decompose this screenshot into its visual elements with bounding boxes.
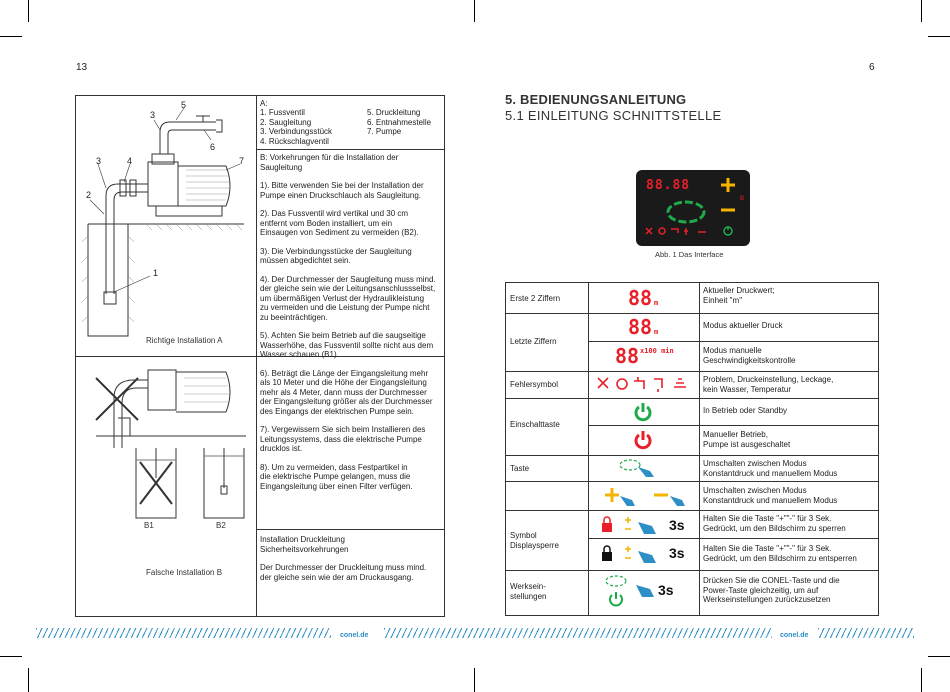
row-label: Werksein- stellungen bbox=[510, 582, 547, 601]
table-divider bbox=[506, 313, 878, 314]
legend-item: 1. Fussventil bbox=[260, 108, 305, 117]
crop-mark bbox=[0, 656, 22, 657]
lock-icon-black bbox=[600, 543, 660, 565]
table-divider bbox=[506, 398, 878, 399]
control-panel-figure bbox=[636, 170, 750, 246]
unit-3s: 3s bbox=[658, 582, 674, 598]
row-description: Umschalten zwischen Modus Konstantdruck und manuellem Modus bbox=[703, 486, 838, 505]
crop-mark bbox=[28, 0, 29, 22]
caption-b2: B2 bbox=[216, 521, 226, 530]
crop-mark bbox=[928, 36, 950, 37]
row-description: Halten Sie die Taste "+""-" für 3 Sek. Gedrückt, um den Bildschirm zu entsperren bbox=[703, 544, 857, 563]
footer-hatch bbox=[36, 628, 331, 638]
row-label: Fehlersymbol bbox=[510, 380, 559, 389]
legend-item: 6. Entnahmestelle bbox=[367, 117, 432, 127]
crop-mark bbox=[921, 668, 922, 692]
diagram-label: 6 bbox=[210, 142, 216, 152]
panel-icons bbox=[636, 170, 750, 246]
error-icons bbox=[592, 373, 696, 395]
lock-icon-red bbox=[600, 514, 660, 536]
unit-m: m bbox=[654, 299, 659, 307]
row-label: Taste bbox=[510, 464, 530, 473]
table-divider bbox=[588, 538, 878, 539]
unit-3s: 3s bbox=[669, 545, 685, 561]
legend-item: 7. Pumpe bbox=[367, 127, 402, 136]
legend-item: 4. Rückschlagventil bbox=[260, 136, 329, 146]
table-divider bbox=[506, 510, 878, 511]
correct-installation-diagram bbox=[76, 96, 256, 356]
row-description: Aktueller Druckwert; Einheit "m" bbox=[703, 286, 775, 305]
footer-hatch bbox=[818, 628, 914, 638]
diagram-label: 5 bbox=[181, 100, 187, 110]
row-description: Drücken Sie die CONEL-Taste und die Power-Taste gleichzeitig, um auf Werkseinstellungen zurückzusetzen bbox=[703, 576, 840, 604]
row-description: Halten Sie die Taste "+""-" für 3 Sek. Gedrückt, um den Bildschirm zu sperren bbox=[703, 514, 846, 533]
row-description: Modus manuelle Geschwindigkeitskontrolle bbox=[703, 346, 796, 365]
row-label: Symbol Displaysperre bbox=[510, 531, 559, 550]
figure-caption: Abb. 1 Das Interface bbox=[655, 250, 724, 259]
table-divider bbox=[588, 283, 589, 615]
unit-3s: 3s bbox=[669, 517, 685, 533]
table-divider bbox=[256, 529, 444, 530]
table-divider bbox=[506, 455, 878, 456]
interface-function-table bbox=[505, 282, 879, 616]
section-heading: 5. BEDIENUNGSANLEITUNG bbox=[505, 92, 687, 107]
footer-hatch bbox=[384, 628, 772, 638]
display-digits: 88.88 bbox=[646, 178, 691, 193]
diagram-label: 7 bbox=[239, 156, 245, 166]
table-divider bbox=[506, 570, 878, 571]
caption-wrong-installation: Falsche Installation B bbox=[146, 568, 223, 577]
table-divider bbox=[506, 481, 878, 482]
row-description: Manueller Betrieb, Pumpe ist ausgeschaltet bbox=[703, 430, 791, 449]
factory-reset-icons bbox=[602, 573, 666, 611]
table-divider bbox=[588, 425, 878, 426]
caption-b1: B1 bbox=[144, 521, 154, 530]
row-label: Einschalttaste bbox=[510, 420, 560, 429]
installation-table bbox=[75, 95, 445, 617]
crop-mark bbox=[921, 0, 922, 22]
conel-touch-icon bbox=[616, 457, 666, 479]
crop-mark bbox=[928, 656, 950, 657]
two-digit-symbol: 88 bbox=[628, 315, 653, 339]
caption-correct-installation: Richtige Installation A bbox=[146, 336, 223, 345]
diagram-label: 4 bbox=[127, 156, 133, 166]
row-label: Letzte Ziffern bbox=[510, 337, 557, 346]
section-b-text: B: Vorkehrungen für die Installation der Saugleitung 1). Bitte verwenden Sie bei der Installation der Pumpe einen Druckschlauch als Saugleitung. 2). Das Fussventil wird vertikal und 30 cm entfernt vom Boden installiert, um ein Einsaugen von Sediment zu vermeiden (B2). 3). Die Verbindungsstücke der Saugleitung müssen abgedichtet sein. 4). Der Durchmesser der Saugleitung muss mind. der gleiche sein wie der Leitungsanschlussselbst, um übermäßigen Verlust der Hydraulikleistung zu vermeiden und die Leistung der Pumpe nicht zu beeinträchtigen. 5). Achten Sie beim Betrieb auf die saugseitige Wasserhöhe, das Fussventil sollte nicht aus dem Wasser schauen (B1). 6). Beträgt die Länge der Eingangsleitung mehr als 10 Meter und die Höhe der Eingangsleitung mehr als 4 Meter, dann muss der Durchmesser der Eingangsleitung größer als der Durchmesser des Eingangs der elektrischen Pumpe sein. 7). Vergewissern Sie sich beim Installieren des Leitungssystems, dass die elektrische Pumpe drucklos ist. 8). Um zu vermeiden, dass Festpartikel in die elektrische Pumpe gelangen, muss die Eingangsleitung über einen Filter verfügen. bbox=[260, 153, 436, 491]
svg-text:B: B bbox=[740, 196, 745, 202]
section-subheading: 5.1 EINLEITUNG SCHNITTSTELLE bbox=[505, 108, 722, 123]
page-number-left: 13 bbox=[76, 62, 88, 73]
crop-mark bbox=[0, 36, 22, 37]
wrong-installation-diagram bbox=[76, 358, 256, 616]
unit-x100-min: x100 min bbox=[640, 347, 674, 355]
legend-item: 5. Druckleitung bbox=[367, 108, 421, 117]
table-divider bbox=[506, 371, 878, 372]
unit-m: m bbox=[654, 328, 659, 336]
table-divider bbox=[699, 283, 700, 615]
row-description: In Betrieb oder Standby bbox=[703, 406, 788, 415]
footer-url-right: conel.de bbox=[780, 632, 809, 639]
crop-mark bbox=[28, 668, 29, 692]
row-description: Modus aktueller Druck bbox=[703, 321, 783, 330]
legend-title: A: bbox=[260, 99, 268, 108]
two-digit-symbol: 88 bbox=[615, 344, 640, 368]
center-crop-mark bbox=[474, 0, 475, 22]
table-divider bbox=[256, 149, 444, 150]
diagram-label: 3 bbox=[150, 110, 156, 120]
section-c-text: Installation Druckleitung Sicherheitsvorkehrungen Der Durchmesser der Druckleitung muss mind. der gleiche sein wie der am Druckausgang. bbox=[260, 535, 427, 582]
legend-item: 2. Saugleitung bbox=[260, 117, 312, 127]
two-digit-symbol: 88 bbox=[628, 286, 653, 310]
diagram-label: 2 bbox=[86, 190, 92, 200]
row-description: Problem, Druckeinstellung, Leckage, kein Wasser, Temperatur bbox=[703, 375, 834, 394]
table-divider bbox=[588, 341, 878, 342]
diagram-label: 1 bbox=[153, 268, 159, 278]
power-icon-green bbox=[632, 401, 654, 423]
page-number-right: 6 bbox=[869, 62, 875, 73]
center-crop-mark bbox=[474, 668, 475, 692]
row-description: Umschalten zwischen Modus Konstantdruck und manuellem Modus bbox=[703, 459, 838, 478]
legend-item: 3. Verbindungsstück bbox=[260, 127, 333, 136]
diagram-label: 3 bbox=[96, 156, 102, 166]
row-label: Erste 2 Ziffern bbox=[510, 294, 561, 303]
plus-minus-touch-icons bbox=[602, 484, 694, 508]
footer-url-left: conel.de bbox=[340, 632, 369, 639]
power-icon-red bbox=[632, 429, 654, 451]
